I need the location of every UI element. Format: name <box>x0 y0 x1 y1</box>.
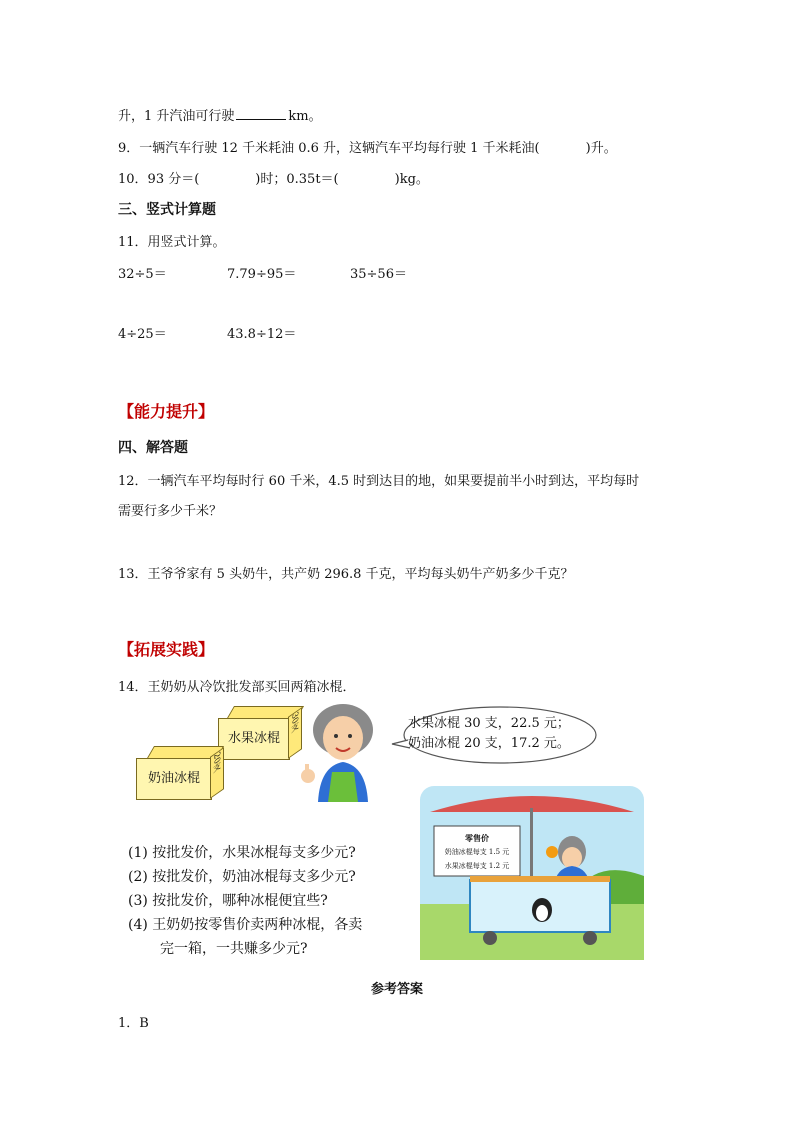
sub-question: 完一箱，一共赚多少元? <box>160 941 308 957</box>
sign-line-2: 水果冰棍每支 1.2 元 <box>444 862 510 870</box>
calc-item: 43.8÷12＝ <box>227 327 297 342</box>
q8-unit: km。 <box>288 109 322 124</box>
q9-text: 9．一辆汽车行驶 12 千米耗油 0.6 升，这辆汽车平均每行驶 1 千米耗油( <box>118 141 540 156</box>
sub-question: (3) 按批发价，哪种冰棍便宜些? <box>128 893 328 909</box>
answer-title: 参考答案 <box>370 982 423 997</box>
q10-mid: )时；0.35t＝( <box>255 172 339 187</box>
box-cream-side-label: 20支 <box>212 749 222 775</box>
box-fruit <box>218 718 290 760</box>
sub-question: (4) 王奶奶按零售价卖两种冰棍，各卖 <box>128 917 363 933</box>
answer-1: 1．B <box>118 1016 149 1031</box>
section4-heading: 四、解答题 <box>118 440 188 456</box>
q9-unit: )升。 <box>585 141 617 156</box>
q11: 11．用竖式计算。 <box>118 235 226 250</box>
ice-cream-cart-scene <box>420 786 644 960</box>
q8-tail <box>118 105 322 124</box>
calc-item: 32÷5＝ <box>118 267 167 282</box>
q10-unit: )kg。 <box>394 172 429 187</box>
retail-sign <box>434 828 520 873</box>
sign-line-1: 奶油冰棍每支 1.5 元 <box>444 848 510 856</box>
q9 <box>118 137 617 156</box>
q12-line1: 12．一辆汽车平均每时行 60 千米，4.5 时到达目的地，如果要提前半小时到达，平均每时 <box>118 474 640 489</box>
q12-line2: 需要行多少千米？ <box>118 504 223 519</box>
practice-title: 【拓展实践】 <box>118 640 215 659</box>
box-fruit-side-label: 30支 <box>290 709 300 735</box>
sub-question: (2) 按批发价，奶油冰棍每支多少元? <box>128 869 356 885</box>
box-cream-side <box>210 747 224 799</box>
q10 <box>118 168 429 187</box>
calc-item: 4÷25＝ <box>118 327 167 342</box>
box-cream-label: 奶油冰棍 <box>147 771 200 786</box>
q8-blank <box>236 107 286 120</box>
calc-item: 7.79÷95＝ <box>227 267 297 282</box>
speech-bubble-text <box>408 714 570 754</box>
speech-line-2: 奶油冰棍 20 支，17.2 元。 <box>408 736 570 751</box>
sub-question: (1) 按批发价，水果冰棍每支多少元? <box>128 845 356 861</box>
section3-heading: 三、竖式计算题 <box>118 202 216 218</box>
calc-item: 35÷56＝ <box>350 267 407 282</box>
q8-text: 升，1 升汽油可行驶 <box>118 109 235 124</box>
box-fruit-label: 水果冰棍 <box>227 731 280 746</box>
q10-text: 10．93 分＝( <box>118 172 200 187</box>
ability-title: 【能力提升】 <box>118 402 215 421</box>
q14: 14．王奶奶从冷饮批发部买回两箱冰棍． <box>118 680 356 695</box>
illustration <box>118 700 648 962</box>
sign-title: 零售价 <box>465 833 489 843</box>
q13: 13．王爷爷家有 5 头奶牛，共产奶 296.8 千克，平均每头奶牛产奶多少千克？ <box>118 567 574 582</box>
grandma-figure <box>296 700 386 802</box>
speech-line-1: 水果冰棍 30 支，22.5 元； <box>408 716 570 731</box>
box-cream <box>136 758 212 800</box>
